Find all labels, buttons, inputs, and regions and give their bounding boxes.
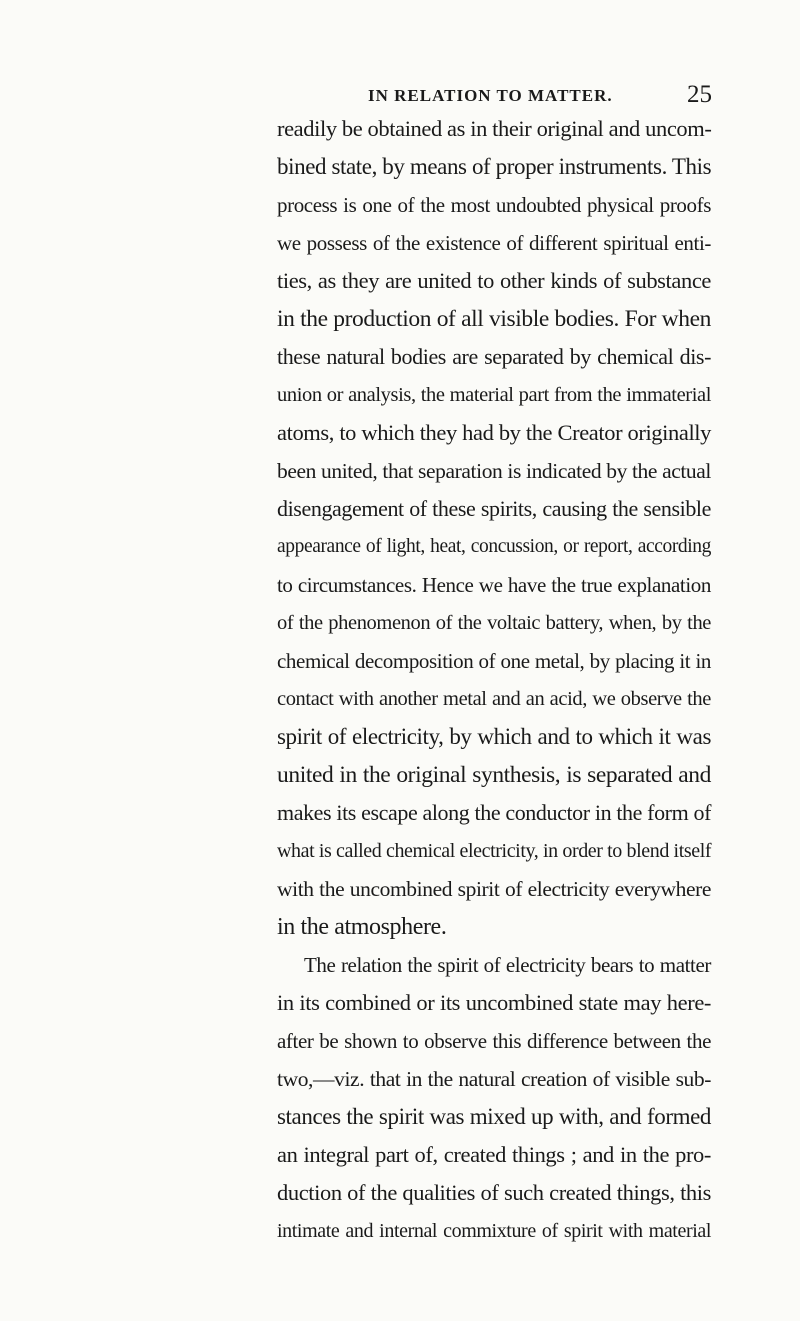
text-line: united in the original synthesis, is separated and [277, 762, 711, 788]
text-line: bined state, by means of proper instruments. This [277, 154, 712, 179]
text-line: contact with another metal and an acid, we observe the [277, 688, 711, 710]
text-line: makes its escape along the conductor in the form of [277, 800, 711, 825]
running-header [275, 81, 712, 110]
text-line: spirit of electricity, by which and to which it was [277, 724, 711, 749]
text-line: what is called chemical electricity, in order to blend itself [277, 840, 712, 862]
text-line: stances the spirit was mixed up with, and formed [277, 1104, 711, 1129]
text-line: atoms, to which they had by the Creator originally [277, 420, 711, 445]
running-title: IN RELATION TO MATTER. [368, 86, 613, 105]
body-text [277, 110, 711, 1250]
text-line: been united, that separation is indicated by the actual [277, 459, 711, 483]
text-line: process is one of the most undoubted physical proofs [277, 193, 711, 217]
text-line: appearance of light, heat, concussion, or report, according [277, 536, 711, 557]
text-line: in the production of all visible bodies. For when [277, 306, 711, 332]
text-line: duction of the qualities of such created things, this [277, 1180, 711, 1205]
text-line: in its combined or its uncombined state may here- [277, 990, 711, 1015]
text-line: disengagement of these spirits, causing the sensible [277, 496, 711, 521]
text-line: these natural bodies are separated by chemical dis- [277, 344, 711, 369]
text-line: The relation the spirit of electricity bears to matter [304, 953, 711, 977]
text-line: of the phenomenon of the voltaic battery, when, by the [277, 612, 711, 634]
text-line: with the uncombined spirit of electricity everywhere [277, 877, 711, 901]
text-line: to circumstances. Hence we have the true explanation [277, 573, 711, 597]
text-line: in the atmosphere. [277, 914, 447, 940]
text-line: intimate and internal commixture of spirit with material [277, 1220, 711, 1242]
text-line: an integral part of, created things ; and in the pro- [277, 1142, 711, 1167]
text-line: ties, as they are united to other kinds of substance [277, 268, 711, 293]
text-line: after be shown to observe this difference between the [277, 1029, 711, 1053]
text-line: union or analysis, the material part from the immaterial [277, 384, 711, 406]
text-line: we possess of the existence of different spiritual enti- [277, 231, 711, 255]
text-line: two,—viz. that in the natural creation of visible sub- [277, 1067, 711, 1091]
page-number: 25 [687, 81, 712, 108]
text-line: chemical decomposition of one metal, by placing it in [277, 649, 711, 673]
text-line: readily be obtained as in their original and uncom- [277, 116, 712, 141]
